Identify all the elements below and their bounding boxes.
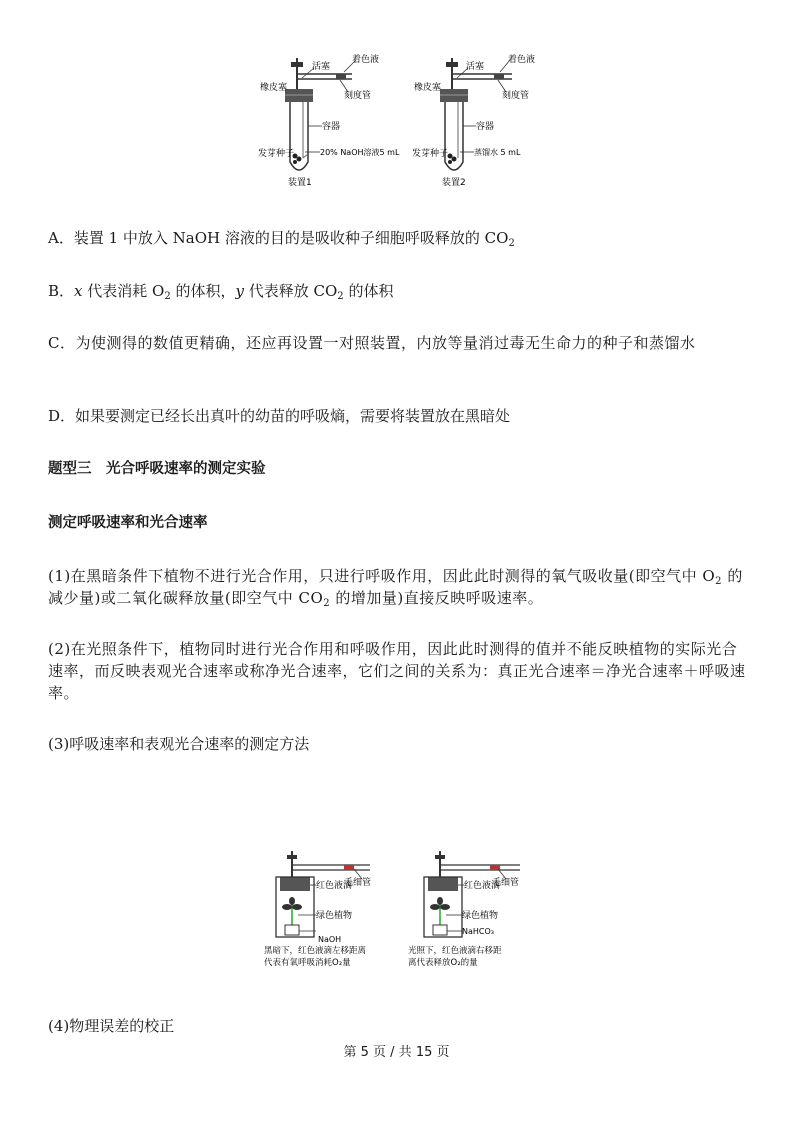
option-c: C．为使测得的数值更精确，还应再设置一对照装置，内放等量消过毒无生命力的种子和蒸馏水 (48, 334, 696, 352)
caption-device-1: 装置1 (288, 178, 312, 188)
label-dye-2: 着色液 (508, 55, 536, 65)
label-solution-2: 蒸馏水 5 mL (474, 148, 521, 157)
label-capillary-left: 毛细管 (344, 878, 372, 888)
label-naoh: NaOH (318, 935, 342, 944)
device-1 (258, 53, 400, 188)
device-2 (412, 53, 535, 188)
label-tube-2: 刻度管 (502, 91, 530, 101)
label-red-drop-left: 红色液滴 (316, 881, 353, 891)
label-stopper-2: 橡皮塞 (414, 83, 442, 93)
label-plant-left: 绿色植物 (316, 911, 353, 921)
paragraph-3: (3)呼吸速率和表观光合速率的测定方法 (48, 735, 310, 753)
label-stopcock-2: 活塞 (466, 62, 485, 72)
caption-dark-1: 黑暗下，红色液滴左移距离 (264, 946, 367, 956)
device-light (408, 851, 520, 968)
device-dark (264, 851, 371, 968)
label-stopper-1: 橡皮塞 (260, 83, 288, 93)
caption-device-2: 装置2 (442, 178, 466, 188)
page-footer: 第 5 页 / 共 15 页 (343, 1045, 450, 1060)
label-capillary-right: 毛细管 (492, 878, 520, 888)
label-plant-right: 绿色植物 (462, 911, 499, 921)
figure-photosynthesis-devices (258, 845, 548, 973)
label-seeds-1: 发芽种子 (258, 149, 295, 159)
paragraph-4: (4)物理误差的校正 (48, 1017, 175, 1035)
label-dye-1: 着色液 (352, 55, 380, 65)
label-red-drop-right: 红色液滴 (464, 881, 501, 891)
subsection-title: 测定呼吸速率和光合速率 (48, 515, 208, 531)
label-container-2: 容器 (476, 122, 495, 132)
caption-dark-2: 代表有氧呼吸消耗O₂量 (264, 958, 351, 968)
caption-light-2: 离代表释放O₂的量 (408, 958, 478, 968)
paragraph-2: (2)在光照条件下，植物同时进行光合作用和呼吸作用，因此此时测得的值并不能反映植物的实际光合速率，而反映表观光合速率或称净光合速率，它们之间的关系为：真正光合速率＝净光合速率＋呼吸速率。 (48, 640, 746, 702)
label-tube-1: 刻度管 (344, 91, 372, 101)
option-b: B．x 代表消耗 $O_2$ 的体积，y 代表释放 $CO_2$ 的体积 (48, 282, 394, 302)
label-nahco3: NaHCO₃ (462, 927, 494, 936)
figure-respiration-devices (252, 50, 542, 192)
label-container-1: 容器 (322, 122, 341, 132)
caption-light-1: 光照下，红色液滴右移距 (408, 946, 502, 956)
option-a: A．装置 1 中放入 NaOH 溶液的目的是吸收种子细胞呼吸释放的 $CO_2$ (48, 229, 515, 249)
paragraph-1: (1)在黑暗条件下植物不进行光合作用，只进行呼吸作用，因此此时测得的氧气吸收量(即空气中 $O_2$ 的减少量)或二氧化碳释放量(即空气中 $CO_2$ 的增加量)直接反映呼吸速率。 (48, 567, 743, 609)
section-title: 题型三 光合呼吸速率的测定实验 (48, 461, 266, 477)
label-stopcock-1: 活塞 (312, 62, 331, 72)
option-d: D．如果要测定已经长出真叶的幼苗的呼吸熵，需要将装置放在黑暗处 (48, 407, 511, 425)
label-seeds-2: 发芽种子 (412, 149, 449, 159)
label-solution-1: 20% NaOH溶液5 mL (320, 148, 400, 157)
